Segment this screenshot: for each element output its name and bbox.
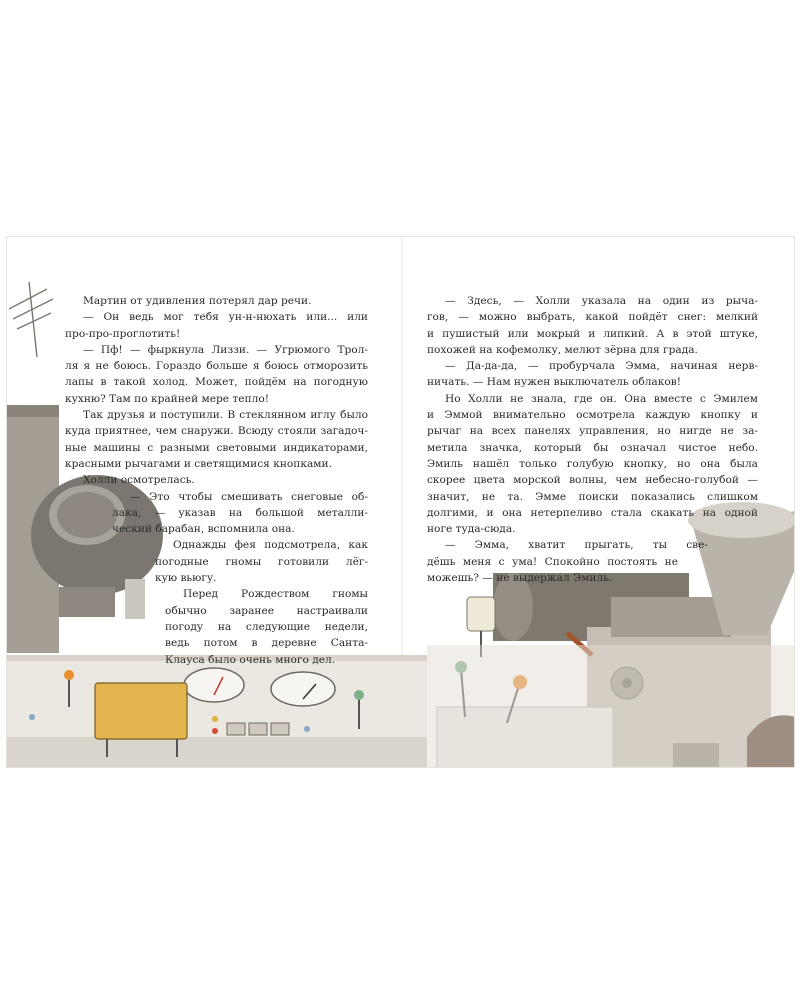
text-line: гов, — можно выбрать, какой пойдёт снег: мелкий: [427, 311, 758, 324]
text-line: дёшь меня с ума! Спокойно постоять не: [427, 555, 678, 568]
text-line: ные машины с разными световыми индикаторами,: [65, 441, 368, 454]
book-spread: [6, 236, 795, 768]
gauge-icon: [271, 672, 335, 706]
text-line: скорее цвета морской волны, чем небесно-голубой —: [427, 474, 758, 487]
text-line: метила значка, который бы означал чистое небо.: [427, 441, 758, 454]
antenna-icon: [9, 282, 53, 357]
text-line: Так друзья и поступили. В стеклянном иглу было: [83, 409, 368, 422]
text-line: Эмиль нашёл только голубую кнопку, но она была: [427, 457, 758, 470]
text-line: ноге туда-сюда.: [427, 523, 516, 536]
text-line: — Здесь, — Холли указала на один из рыча-: [445, 295, 758, 307]
text-line: куда приятнее, чем снаружи. Всюду стояли загадоч-: [65, 425, 368, 438]
text-line: Однажды фея подсмотрела, как: [173, 539, 368, 552]
left-page-text: [65, 293, 368, 668]
text-line: и Эммой внимательно осмотрела каждую кнопку и: [427, 409, 758, 422]
text-line: рычаг на всех панелях управления, но нигде не за-: [427, 425, 758, 438]
text-line: похожей на кофемолку, мелют зёрна для града.: [427, 343, 698, 356]
text-line: можешь? — не выдержал Эмиль.: [427, 572, 613, 585]
text-line: лапы в такой холод. Может, пойдём на погодную: [65, 376, 368, 389]
text-line: Холли осмотрелась.: [83, 474, 195, 487]
text-line: и пушистый или мокрый и липкий. А в этой штуке,: [427, 327, 758, 340]
text-line: значит, не та. Эмме поиски показались слишком: [427, 490, 758, 503]
right-page-text: [427, 293, 758, 586]
right-console-base: [427, 645, 795, 768]
text-line: — Пф! — фыркнула Лиззи. — Угрюмого Трол-: [83, 343, 368, 356]
text-line: ведь потом в деревне Санта-: [165, 637, 368, 650]
gauge-icon: [184, 668, 244, 702]
text-line: обычно заранее настраивали: [165, 604, 368, 617]
text-line: долгими, и она нетерпеливо стала скакать на одной: [427, 506, 758, 519]
text-line: кухню? Там по крайней мере тепло!: [65, 392, 269, 405]
text-line: кую вьюгу.: [155, 572, 217, 585]
text-line: красными рычагами и светящимися кнопками.: [65, 457, 332, 470]
text-line: Мартин от удивления потерял дар речи.: [83, 295, 312, 307]
text-line: про-про-проглотить!: [65, 327, 181, 340]
text-line: ческий барабан, вспомнила она.: [112, 523, 295, 536]
text-line: — Эмма, хватит прыгать, ты све-: [445, 539, 708, 552]
text-line: ля я не боюсь. Гораздо больше я боюсь отморозить: [65, 360, 368, 373]
text-line: погодные гномы готовили лёг-: [155, 555, 368, 568]
text-line: Перед Рождеством гномы: [183, 588, 368, 601]
text-line: погоду на следующие недели,: [165, 620, 368, 633]
text-line: Но Холли не знала, где он. Она вместе с Эмилем: [445, 392, 758, 405]
text-line: Клауса было очень много дел.: [165, 653, 336, 666]
text-line: — Он ведь мог тебя ун-н-нюхать или... или: [83, 311, 368, 324]
text-line: ничать. — Нам нужен выключатель облаков!: [427, 376, 681, 389]
text-line: — Это чтобы смешивать снеговые об-: [130, 490, 368, 503]
text-line: лака, — указав на большой металли-: [112, 506, 368, 519]
text-line: — Да-да-да, — пробурчала Эмма, начиная нерв-: [445, 360, 758, 373]
